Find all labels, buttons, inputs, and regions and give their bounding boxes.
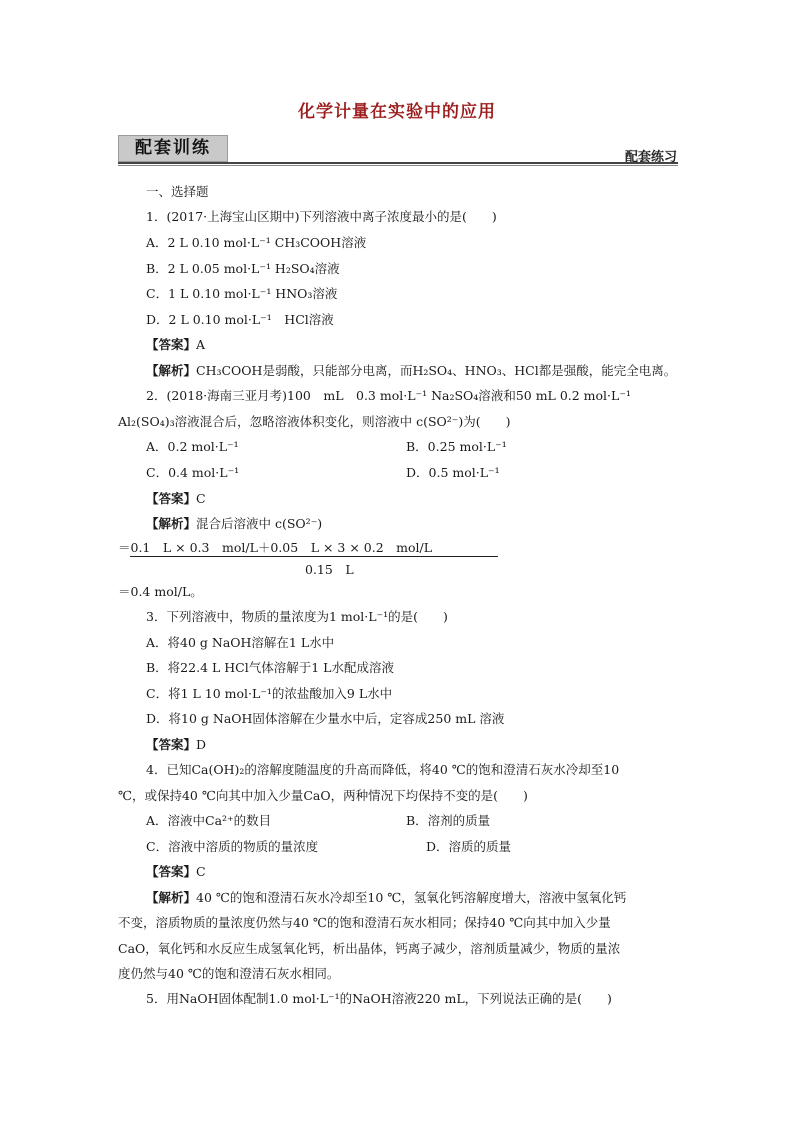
question-1-option-a: A．2 L 0.10 mol·L⁻¹ CH₃COOH溶液 — [146, 235, 367, 250]
fraction-result: ＝0.4 mol/L。 — [118, 584, 203, 599]
question-2-option-d: D．0.5 mol·L⁻¹ — [406, 465, 500, 480]
question-4-option-b: B．溶剂的质量 — [406, 813, 491, 828]
section-heading: 一、选择题 — [146, 184, 209, 199]
explanation-tag: 【解析】 — [146, 516, 197, 531]
question-3-option-a: A．将40 g NaOH溶解在1 L水中 — [146, 635, 335, 650]
question-4-continued: ℃，或保持40 ℃向其中加入少量CaO，两种情况下均保持不变的是( ) — [118, 788, 528, 803]
question-2-answer — [146, 490, 206, 508]
question-1-answer — [146, 336, 205, 354]
question-4: 4．已知Ca(OH)₂的溶解度随温度的升高而降低，将40 ℃的饱和澄清石灰水冷却至10 — [146, 762, 620, 777]
question-3-answer — [146, 736, 206, 754]
explanation-text: 混合后溶液中 c(SO²⁻) — [196, 516, 323, 531]
question-3-option-b: B．将22.4 L HCl气体溶解于1 L水配成溶液 — [146, 660, 394, 675]
question-1-option-c: C．1 L 0.10 mol·L⁻¹ HNO₃溶液 — [146, 286, 338, 301]
question-2-explanation — [146, 515, 322, 533]
answer-value: C — [196, 864, 206, 879]
question-2: 2．(2018·海南三亚月考)100 mL 0.3 mol·L⁻¹ Na₂SO₄溶液和50 mL 0.2 mol·L⁻¹ — [146, 388, 631, 403]
explanation-tag: 【解析】 — [146, 890, 197, 905]
answer-tag: 【答案】 — [146, 491, 197, 506]
section-banner: 配套训练 — [118, 135, 228, 162]
header-rule — [118, 162, 678, 164]
question-5: 5．用NaOH固体配制1.0 mol·L⁻¹的NaOH溶液220 mL，下列说法正确的是( ) — [146, 991, 612, 1006]
page-title: 化学计量在实验中的应用 — [298, 102, 496, 122]
question-1-option-d: D．2 L 0.10 mol·L⁻¹ HCl溶液 — [146, 312, 334, 327]
header-rule-thin — [118, 165, 678, 166]
question-4-explanation — [146, 889, 626, 907]
question-2-option-c: C．0.4 mol·L⁻¹ — [146, 465, 240, 480]
answer-value: A — [196, 337, 206, 352]
fraction-numerator: ＝0.1 L × 0.3 mol/L＋0.05 L × 3 × 0.2 mol/L — [118, 540, 433, 555]
question-4-option-a: A．溶液中Ca²⁺的数目 — [146, 813, 272, 828]
question-4-explanation-line-2: 不变，溶质物质的量浓度仍然与40 ℃的饱和澄清石灰水相同；保持40 ℃向其中加入少量 — [118, 915, 611, 930]
explanation-text: CH₃COOH是弱酸，只能部分电离，而H₂SO₄、HNO₃、HCl都是强酸，能完全电离。 — [196, 363, 677, 378]
explanation-tag: 【解析】 — [146, 363, 197, 378]
question-4-explanation-line-4: 度仍然与40 ℃的饱和澄清石灰水相同。 — [118, 966, 340, 981]
question-2-option-b: B．0.25 mol·L⁻¹ — [406, 439, 507, 454]
explanation-text: 40 ℃的饱和澄清石灰水冷却至10 ℃，氢氧化钙溶解度增大，溶液中氢氧化钙 — [196, 890, 627, 905]
question-4-explanation-line-3: CaO，氧化钙和水反应生成氢氧化钙，析出晶体，钙离子减少，溶剂质量减少，物质的量浓 — [118, 941, 621, 956]
question-4-option-d: D．溶质的质量 — [426, 839, 512, 854]
question-3-option-c: C．将1 L 10 mol·L⁻¹的浓盐酸加入9 L水中 — [146, 686, 393, 701]
question-2-option-a: A．0.2 mol·L⁻¹ — [146, 439, 239, 454]
question-1: 1．(2017·上海宝山区期中)下列溶液中离子浓度最小的是( ) — [146, 209, 497, 224]
practice-label: 配套练习 — [624, 150, 677, 165]
question-2-continued: Al₂(SO₄)₃溶液混合后，忽略溶液体积变化，则溶液中 c(SO²⁻)为( ) — [118, 414, 511, 429]
fraction-bar — [130, 556, 498, 557]
question-4-answer — [146, 863, 206, 881]
question-1-explanation — [146, 362, 676, 380]
fraction-denominator: 0.15 L — [305, 562, 354, 577]
question-4-option-c: C．溶液中溶质的物质的量浓度 — [146, 839, 319, 854]
answer-tag: 【答案】 — [146, 337, 197, 352]
question-1-option-b: B．2 L 0.05 mol·L⁻¹ H₂SO₄溶液 — [146, 261, 340, 276]
answer-value: D — [196, 737, 207, 752]
question-3: 3．下列溶液中，物质的量浓度为1 mol·L⁻¹的是( ) — [146, 609, 448, 624]
answer-tag: 【答案】 — [146, 737, 197, 752]
answer-tag: 【答案】 — [146, 864, 197, 879]
question-3-option-d: D．将10 g NaOH固体溶解在少量水中后，定容成250 mL 溶液 — [146, 711, 505, 726]
answer-value: C — [196, 491, 206, 506]
